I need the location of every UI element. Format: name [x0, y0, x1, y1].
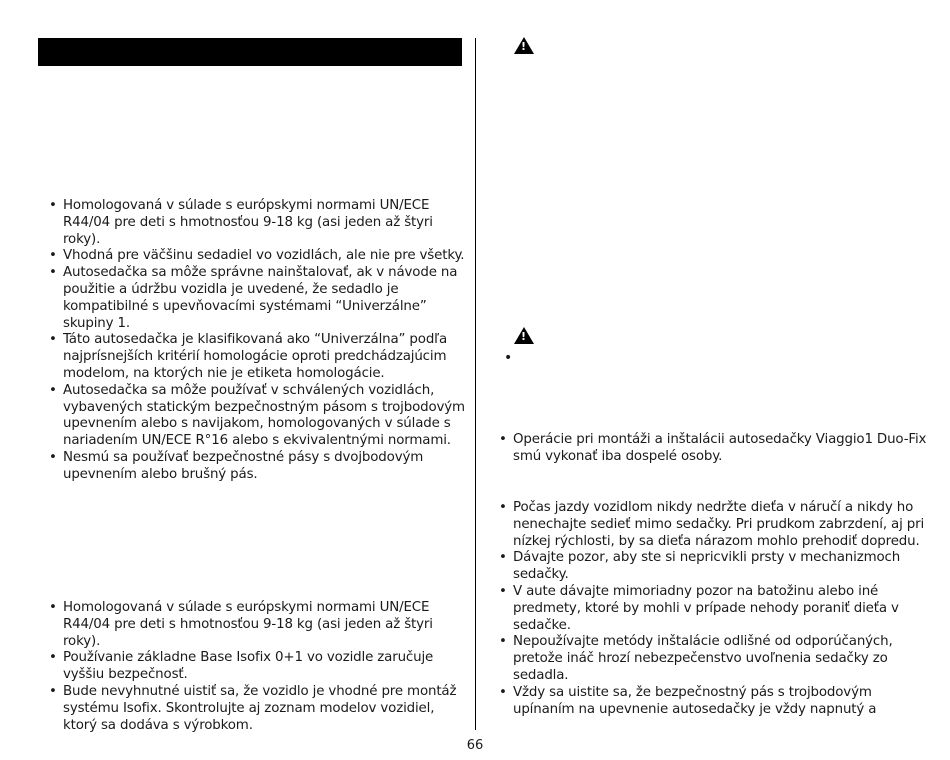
warning-triangle-icon — [514, 37, 534, 54]
list-item: • Nepoužívajte metódy inštalácie odlišné od odporúčaných, pretože ináč hrozí nebezpečenstvo uvoľnenia sedačky zo sedadla. — [488, 634, 928, 684]
bullet-list-safety-warnings — [488, 500, 928, 718]
list-item: • Autosedačka sa môže správne nainštalovať, ak v návode na použitie a údržbu vozidla je uvedené, že sedadlo je kompatibilné s upevňovacími systémami “Univerzálne” skupiny 1. — [38, 265, 468, 332]
stray-bullet: • — [504, 350, 513, 366]
list-item: • Operácie pri montáži a inštalácii autosedačky Viaggio1 Duo-Fix smú vykonať iba dospelé osoby. — [488, 432, 928, 466]
bullet-list-universal-approval — [38, 198, 468, 484]
list-item: • Homologovaná v súlade s európskymi normami UN/ECE R44/04 pre deti s hmotnosťou 9-18 kg (asi jeden až štyri roky). — [38, 600, 468, 650]
list-item: • Používanie základne Base Isofix 0+1 vo vozidle zaručuje vyššiu bezpečnosť. — [38, 650, 468, 684]
section-header-bar — [38, 38, 462, 66]
column-divider — [475, 38, 476, 730]
list-item: • Vždy sa uistite sa, že bezpečnostný pás s trojbodovým upínaním na upevnenie autosedačky je vždy napnutý a — [488, 685, 928, 719]
list-item: • V aute dávajte mimoriadny pozor na batožinu alebo iné predmety, ktoré by mohli v prípade nehody poraniť dieťa v sedačke. — [488, 584, 928, 634]
list-item: • Táto autosedačka je klasifikovaná ako “Univerzálna” podľa najprísnejších kritérií homologácie oproti predchádzajúcim modelom, na ktorých nie je etiketa homologácie. — [38, 332, 468, 382]
list-item: • Nesmú sa používať bezpečnostné pásy s dvojbodovým upevnením alebo brušný pás. — [38, 450, 468, 484]
list-item: • Vhodná pre väčšinu sedadiel vo vozidlách, ale nie pre všetky. — [38, 248, 468, 265]
list-item: • Dávajte pozor, aby ste si nepricvikli prsty v mechanizmoch sedačky. — [488, 550, 928, 584]
list-item: • Bude nevyhnutné uistiť sa, že vozidlo je vhodné pre montáž systému Isofix. Skontrolujte aj zoznam modelov vozidiel, ktorý sa dodáva s výrobkom. — [38, 684, 468, 734]
bullet-list-isofix-approval — [38, 600, 468, 734]
bullet-list-installation — [488, 432, 928, 466]
list-item: • Homologovaná v súlade s európskymi normami UN/ECE R44/04 pre deti s hmotnosťou 9-18 kg (asi jeden až štyri roky). — [38, 198, 468, 248]
list-item: • Počas jazdy vozidlom nikdy nedržte dieťa v náručí a nikdy ho nenechajte sedieť mimo sedačky. Pri prudkom zabrzdení, aj pri nízkej rýchlosti, by sa dieťa nárazom mohlo prehodiť dopredu. — [488, 500, 928, 550]
page-number: 66 — [466, 738, 484, 753]
warning-triangle-icon — [514, 327, 534, 344]
list-item: • Autosedačka sa môže používať v schválených vozidlách, vybavených statickým bezpečnostným pásom s trojbodovým upevnením alebo s navijakom, homologovaných v súlade s nariadením UN/ECE R°16 alebo s ekvivalentnými normami. — [38, 383, 468, 450]
